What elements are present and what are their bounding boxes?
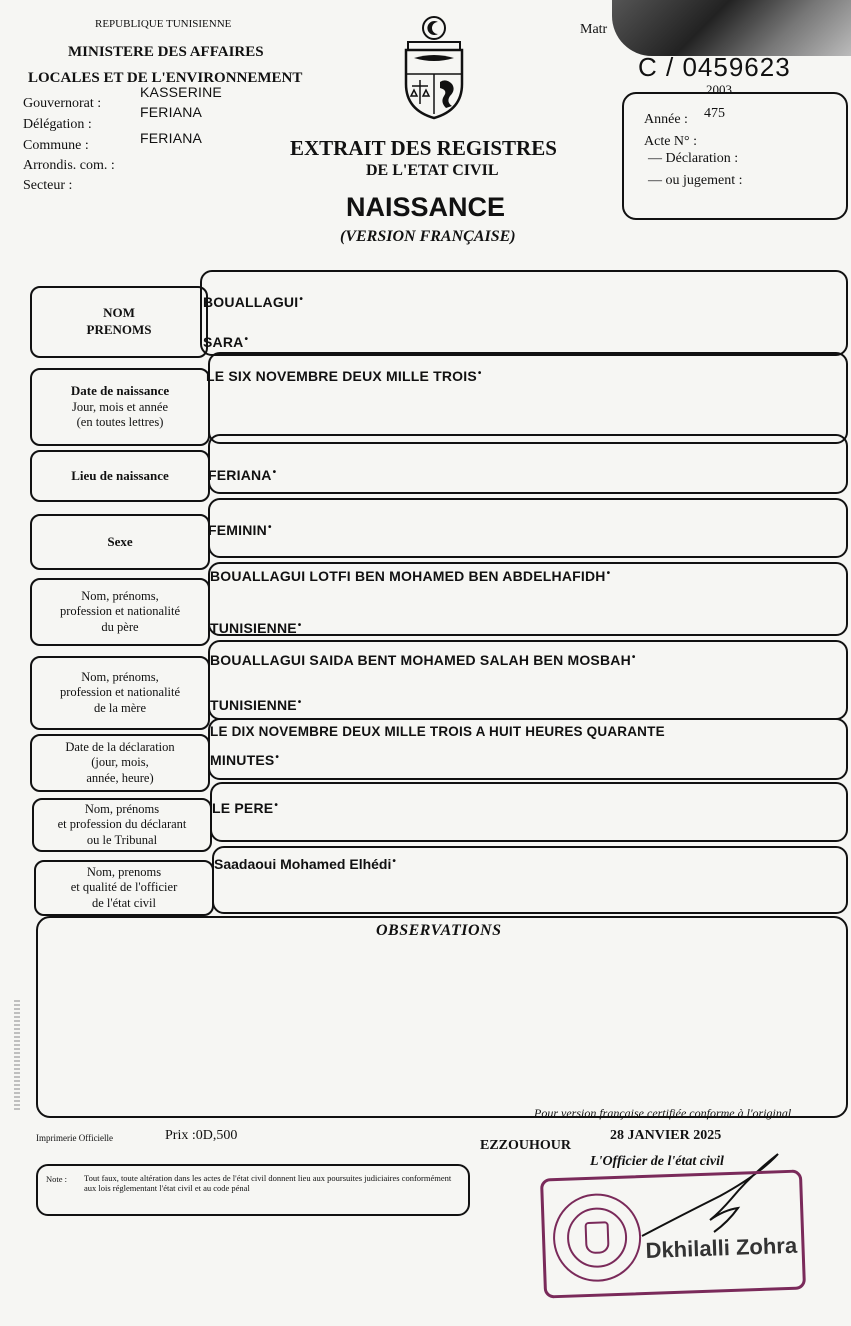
coat-of-arms-icon xyxy=(398,14,470,122)
pere-value-nationality: TUNISIENNE • xyxy=(210,620,302,636)
dob-label-sub: Jour, mois et année xyxy=(71,399,168,414)
issue-place: EZZOUHOUR xyxy=(480,1138,572,1153)
note-label: Note : xyxy=(46,1174,68,1184)
sexe-label: Sexe xyxy=(107,533,133,549)
mere-label-1: Nom, prénoms, xyxy=(81,669,159,684)
officier-label-3: de l'état civil xyxy=(91,895,157,910)
margin-print-mark xyxy=(14,1000,20,1110)
row-nom-value-box xyxy=(200,270,848,356)
officier-label-2: et qualité de l'officier xyxy=(70,880,178,895)
acte-year-written: 2003 xyxy=(706,82,732,97)
legal-note-box xyxy=(36,1164,470,1216)
row-declaration-label-box xyxy=(30,734,210,792)
arrondis-label: Arrondis. com. : xyxy=(23,158,115,173)
acte-box xyxy=(622,82,848,220)
prenoms-label: PRENOMS xyxy=(86,322,152,337)
row-dob-label-box xyxy=(30,368,210,446)
observations-title: OBSERVATIONS xyxy=(376,922,502,939)
declaration-value-line1: LE DIX NOVEMBRE DEUX MILLE TROIS A HUIT HEURES QUARANTE xyxy=(210,724,665,739)
declarant-label-1: Nom, prénoms xyxy=(84,801,160,816)
declaration-label-3: année, heure) xyxy=(86,770,154,785)
row-sexe-label-box xyxy=(30,514,210,570)
secteur-label: Secteur : xyxy=(23,178,73,193)
row-mere-label-box xyxy=(30,656,210,730)
acte-number-label: Acte N° : xyxy=(644,134,698,149)
mere-value-name: BOUALLAGUI SAIDA BENT MOHAMED SALAH BEN MOSBAH • xyxy=(210,652,636,668)
ministry-line2: LOCALES ET DE L'ENVIRONNEMENT xyxy=(28,70,303,86)
declarant-label-2: et profession du déclarant xyxy=(57,817,187,832)
declaration-label-1: Date de la déclaration xyxy=(65,739,175,754)
declarant-value: LE PERE • xyxy=(212,800,278,816)
nom-value: BOUALLAGUI • xyxy=(203,294,303,310)
officer-title: L'Officier de l'état civil xyxy=(590,1154,724,1169)
row-declarant-label-box xyxy=(32,798,212,852)
mere-label-2: profession et nationalité xyxy=(59,685,181,700)
note-text: Tout faux, toute altération dans les actes de l'état civil donnent lieu aux poursuites judiciaires conformément aux lois réglementant l'état civil et au code pénal xyxy=(84,1173,452,1193)
annee-value: 475 xyxy=(704,106,725,121)
sexe-value: FEMININ • xyxy=(208,522,272,538)
row-declarant-value-box xyxy=(210,782,848,842)
observations-box xyxy=(36,916,848,1118)
declarant-label-3: ou le Tribunal xyxy=(86,832,158,847)
pere-label-1: Nom, prénoms, xyxy=(81,588,159,603)
lieu-label: Lieu de naissance xyxy=(71,467,169,483)
annee-label: Année : xyxy=(644,112,688,127)
delegation-label: Délégation : xyxy=(23,117,92,132)
ministry-line1: MINISTERE DES AFFAIRES xyxy=(68,44,264,60)
pere-value-name: BOUALLAGUI LOTFI BEN MOHAMED BEN ABDELHAFIDH • xyxy=(210,568,610,584)
torn-corner-shadow xyxy=(612,0,851,56)
delegation-value: FERIANA xyxy=(140,104,203,120)
stamp-name: Dkhilalli Zohra xyxy=(645,1232,798,1263)
document-type: NAISSANCE xyxy=(346,192,506,222)
title-line1: EXTRAIT DES REGISTRES xyxy=(290,136,557,160)
republic-label: REPUBLIQUE TUNISIENNE xyxy=(95,18,232,30)
gouvernorat-label: Gouvernorat : xyxy=(23,96,102,111)
prix-label: Prix :0D,500 xyxy=(165,1128,238,1143)
row-sexe-value-box xyxy=(208,498,848,558)
row-lieu-label-box xyxy=(30,450,210,502)
commune-value: FERIANA xyxy=(140,130,203,146)
matricule-label: Matr xyxy=(580,22,608,37)
jugement-label: — ou jugement : xyxy=(648,173,743,188)
declaration-label-2: (jour, mois, xyxy=(91,755,149,770)
lieu-value: FERIANA • xyxy=(208,467,276,483)
dob-value: LE SIX NOVEMBRE DEUX MILLE TROIS • xyxy=(206,368,482,384)
row-nom-label-box xyxy=(30,286,208,358)
officier-label-1: Nom, prenoms xyxy=(86,864,162,879)
issue-date: 28 JANVIER 2025 xyxy=(610,1128,722,1143)
declaration-label: — Déclaration : xyxy=(648,151,739,166)
row-lieu-value-box xyxy=(208,434,848,494)
dob-label-title: Date de naissance xyxy=(70,383,170,399)
mere-value-nationality: TUNISIENNE • xyxy=(210,697,302,713)
stamp-seal-icon xyxy=(552,1192,643,1283)
title-line2: DE L'ETAT CIVIL xyxy=(366,162,499,179)
gouvernorat-value: KASSERINE xyxy=(140,84,222,100)
official-stamp xyxy=(540,1169,806,1298)
row-pere-label-box xyxy=(30,578,210,646)
serial-number: C / 0459623 xyxy=(638,52,791,82)
dob-label-sub2: (en toutes lettres) xyxy=(76,415,164,430)
nom-label: NOM xyxy=(103,305,135,321)
mere-label-3: de la mère xyxy=(93,700,147,715)
row-officier-label-box xyxy=(34,860,214,916)
commune-label: Commune : xyxy=(23,138,89,153)
pere-label-3: du père xyxy=(101,619,139,634)
officier-value: Saadaoui Mohamed Elhédi • xyxy=(214,856,396,872)
row-dob-value-box xyxy=(208,352,848,444)
pere-label-2: profession et nationalité xyxy=(59,604,181,619)
prenoms-value: SARA • xyxy=(203,334,248,350)
certified-statement: Pour version française certifiée conforme à l'original xyxy=(534,1106,792,1120)
imprimerie-label: Imprimerie Officielle xyxy=(36,1133,114,1143)
declaration-value-line2: MINUTES • xyxy=(210,752,279,768)
version-label: (VERSION FRANÇAISE) xyxy=(340,228,516,245)
